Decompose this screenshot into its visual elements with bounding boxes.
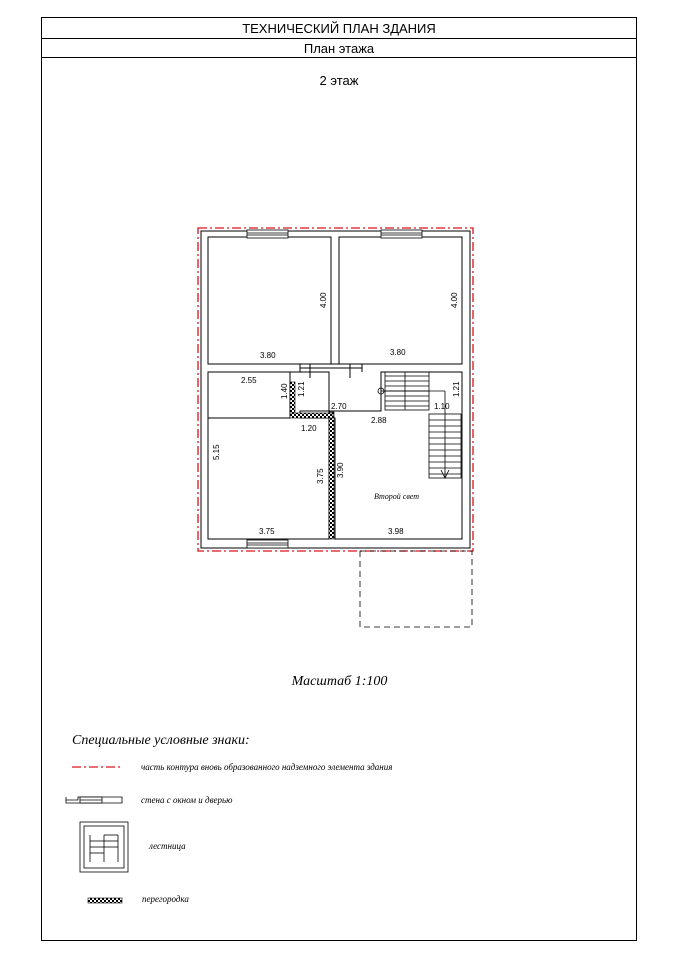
dim-partition-a: 3.75 (316, 468, 325, 484)
dim-top-left-width: 3.80 (260, 351, 276, 360)
dim-top-left-height: 4.00 (319, 292, 328, 308)
partition-wall-corridor (290, 382, 295, 417)
partition-icon (88, 898, 122, 903)
legend-title: Специальные условные знаки: (72, 733, 250, 748)
sheet-subtitle: План этажа (42, 39, 636, 58)
dim-corridor-span: 2.70 (331, 402, 347, 411)
dim-top-right-height: 4.00 (450, 292, 459, 308)
window-bottom (247, 540, 288, 548)
partition-wall-notch (290, 413, 333, 418)
dim-corridor-right: 1.21 (452, 381, 461, 397)
lower-dashed-outline (360, 551, 472, 627)
legend-item-contour: часть контура вновь образованного надземного элемента здания (141, 762, 393, 772)
sheet-title: ТЕХНИЧЕСКИЙ ПЛАН ЗДАНИЯ (42, 18, 636, 39)
legend-item-stairs: лестница (149, 841, 186, 851)
dim-bottom-right-width: 3.98 (388, 527, 404, 536)
dim-top-right-width: 3.80 (390, 348, 406, 357)
dim-partition-b: 3.90 (336, 462, 345, 478)
dim-bottom-left-width: 3.75 (259, 527, 275, 536)
staircase (378, 372, 461, 478)
window-top-left (247, 230, 288, 238)
dim-corridor-small-b: 1.21 (297, 381, 306, 397)
dim-notch: 1.20 (301, 424, 317, 433)
window-top-right (381, 230, 422, 238)
wall-window-door-icon (66, 797, 122, 803)
inner-walls (208, 364, 462, 539)
dim-corridor-right-width: 2.88 (371, 416, 387, 425)
legend-item-partition: перегородка (142, 894, 189, 904)
floor-label: 2 этаж (319, 73, 359, 88)
scale-label: Масштаб 1:100 (291, 674, 388, 689)
dim-bottom-left-height: 5.15 (212, 444, 221, 460)
dim-stair-top: 1.10 (434, 402, 450, 411)
stairs-icon (80, 822, 128, 872)
legend-item-wall: стена с окном и дверью (141, 795, 233, 805)
partition-wall-vertical (329, 412, 334, 539)
room-note: Второй свет (374, 492, 420, 501)
dim-corridor-left: 2.55 (241, 376, 257, 385)
dim-corridor-small-a: 1.40 (280, 383, 289, 399)
